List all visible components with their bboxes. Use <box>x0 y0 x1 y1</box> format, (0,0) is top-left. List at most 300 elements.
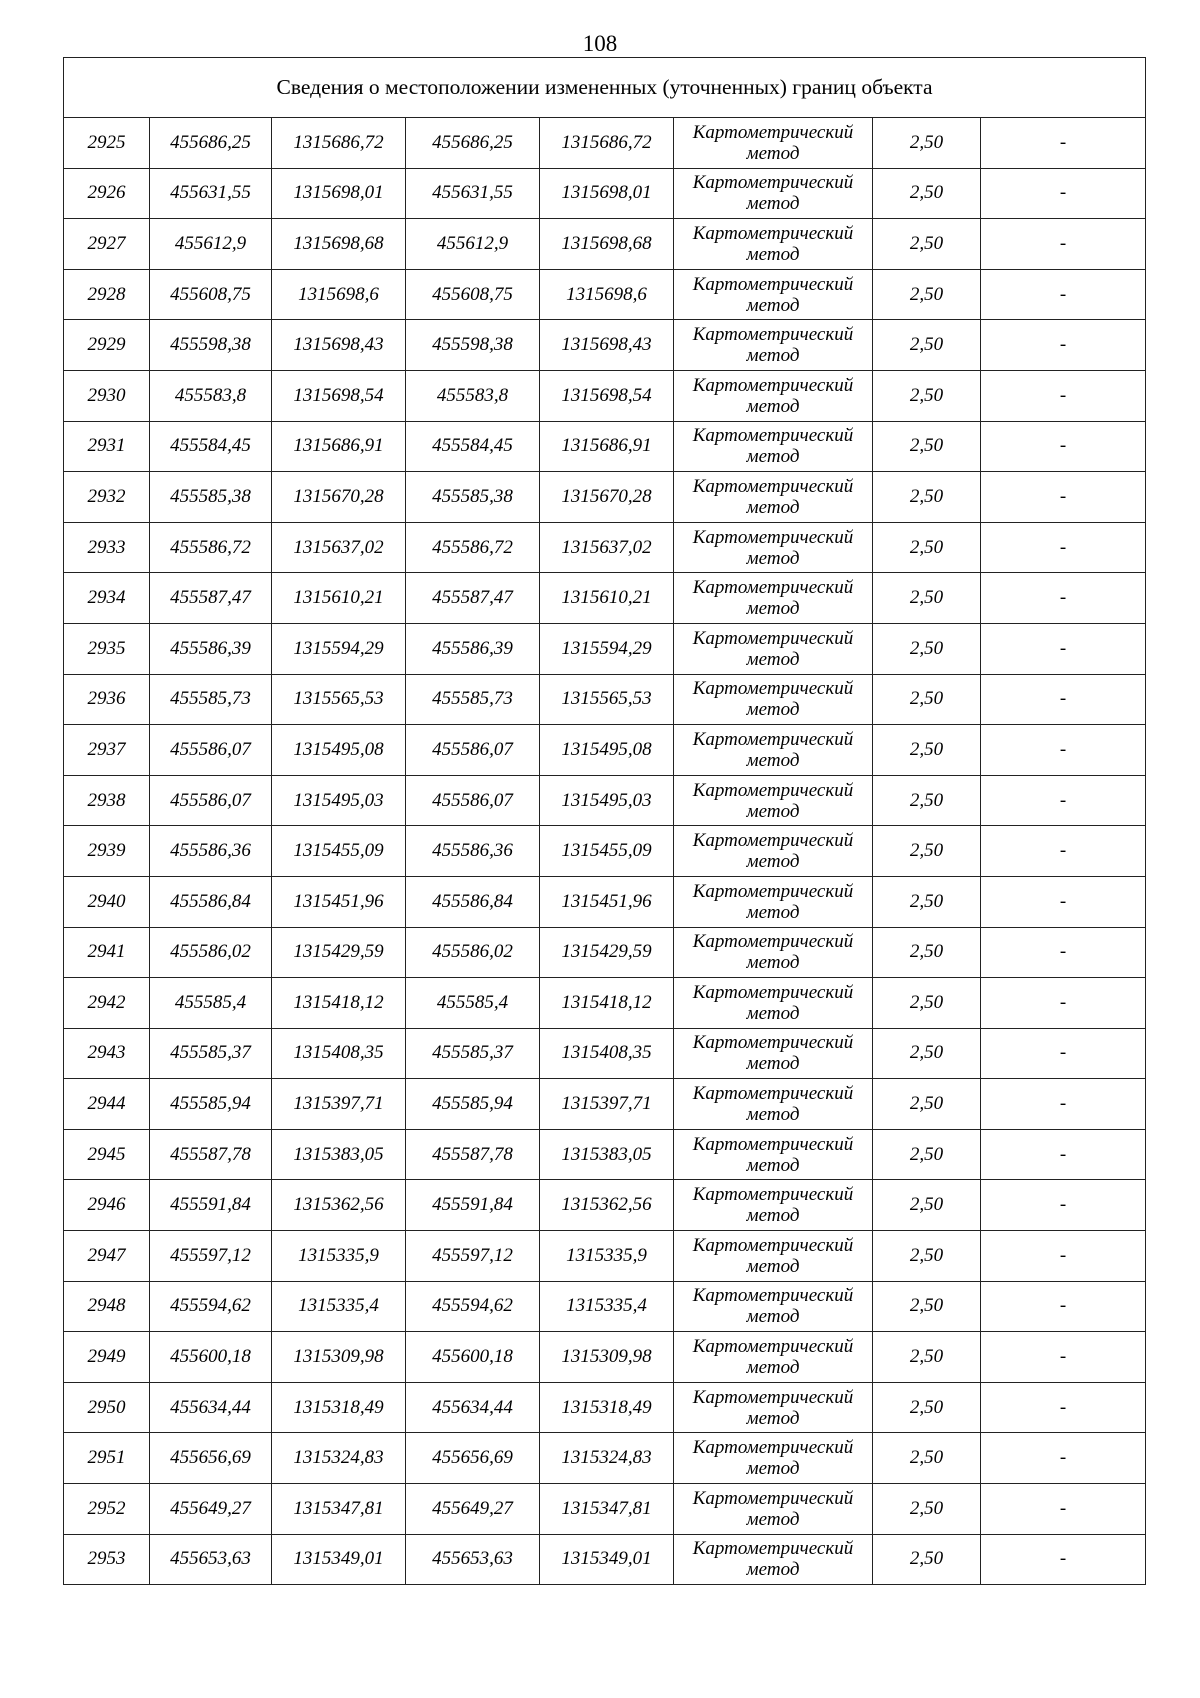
refined-y-cell: 1315309,98 <box>540 1332 674 1383</box>
table-body <box>64 58 1146 1585</box>
refined-x-cell: 455586,07 <box>406 775 540 826</box>
table-row <box>64 320 1146 371</box>
existing-x-cell: 455586,02 <box>150 927 272 978</box>
note-cell: - <box>981 1129 1146 1180</box>
method-cell <box>674 1129 873 1180</box>
method-cell <box>674 1231 873 1282</box>
accuracy-cell: 2,50 <box>873 674 981 725</box>
table-row <box>64 876 1146 927</box>
method-cell <box>674 775 873 826</box>
refined-x-cell: 455587,47 <box>406 573 540 624</box>
accuracy-cell: 2,50 <box>873 1129 981 1180</box>
refined-y-cell: 1315349,01 <box>540 1534 674 1585</box>
method-line-2: метод <box>746 1357 800 1379</box>
table-row <box>64 1231 1146 1282</box>
method-cell <box>674 1534 873 1585</box>
point-number-cell: 2938 <box>64 775 150 826</box>
method-line-1: Картометрический <box>692 1386 854 1408</box>
refined-y-cell: 1315495,08 <box>540 725 674 776</box>
method-line-2: метод <box>746 952 800 974</box>
refined-y-cell: 1315698,68 <box>540 219 674 270</box>
point-number-cell: 2946 <box>64 1180 150 1231</box>
note-cell: - <box>981 1231 1146 1282</box>
method-line-1: Картометрический <box>692 1032 854 1054</box>
accuracy-cell: 2,50 <box>873 522 981 573</box>
method-line-1: Картометрический <box>692 728 854 750</box>
refined-x-cell: 455585,73 <box>406 674 540 725</box>
accuracy-cell: 2,50 <box>873 775 981 826</box>
method-cell <box>674 118 873 169</box>
existing-x-cell: 455653,63 <box>150 1534 272 1585</box>
note-cell: - <box>981 674 1146 725</box>
refined-x-cell: 455584,45 <box>406 421 540 472</box>
table-row <box>64 1129 1146 1180</box>
point-number-cell: 2951 <box>64 1433 150 1484</box>
method-line-1: Картометрический <box>692 627 854 649</box>
method-line-1: Картометрический <box>692 880 854 902</box>
method-cell <box>674 1028 873 1079</box>
refined-y-cell: 1315565,53 <box>540 674 674 725</box>
existing-x-cell: 455594,62 <box>150 1281 272 1332</box>
point-number-cell: 2925 <box>64 118 150 169</box>
table-row <box>64 674 1146 725</box>
refined-x-cell: 455656,69 <box>406 1433 540 1484</box>
point-number-cell: 2935 <box>64 623 150 674</box>
note-cell: - <box>981 573 1146 624</box>
table-row <box>64 522 1146 573</box>
note-cell: - <box>981 1028 1146 1079</box>
refined-y-cell: 1315408,35 <box>540 1028 674 1079</box>
existing-y-cell: 1315594,29 <box>272 623 406 674</box>
accuracy-cell: 2,50 <box>873 725 981 776</box>
existing-x-cell: 455586,36 <box>150 826 272 877</box>
note-cell: - <box>981 775 1146 826</box>
accuracy-cell: 2,50 <box>873 1332 981 1383</box>
table-row <box>64 219 1146 270</box>
method-line-1: Картометрический <box>692 172 854 194</box>
existing-y-cell: 1315335,4 <box>272 1281 406 1332</box>
point-number-cell: 2931 <box>64 421 150 472</box>
note-cell: - <box>981 320 1146 371</box>
accuracy-cell: 2,50 <box>873 421 981 472</box>
point-number-cell: 2950 <box>64 1382 150 1433</box>
point-number-cell: 2932 <box>64 472 150 523</box>
refined-y-cell: 1315335,9 <box>540 1231 674 1282</box>
existing-y-cell: 1315686,72 <box>272 118 406 169</box>
boundary-coordinates-table-container <box>63 57 1145 1585</box>
accuracy-cell: 2,50 <box>873 876 981 927</box>
existing-y-cell: 1315698,43 <box>272 320 406 371</box>
refined-y-cell: 1315610,21 <box>540 573 674 624</box>
table-row <box>64 623 1146 674</box>
refined-x-cell: 455585,4 <box>406 978 540 1029</box>
existing-x-cell: 455608,75 <box>150 269 272 320</box>
existing-y-cell: 1315309,98 <box>272 1332 406 1383</box>
existing-y-cell: 1315686,91 <box>272 421 406 472</box>
existing-y-cell: 1315670,28 <box>272 472 406 523</box>
existing-x-cell: 455585,4 <box>150 978 272 1029</box>
note-cell: - <box>981 472 1146 523</box>
point-number-cell: 2936 <box>64 674 150 725</box>
existing-x-cell: 455586,39 <box>150 623 272 674</box>
point-number-cell: 2947 <box>64 1231 150 1282</box>
existing-x-cell: 455656,69 <box>150 1433 272 1484</box>
point-number-cell: 2953 <box>64 1534 150 1585</box>
method-line-2: метод <box>746 648 800 670</box>
method-cell <box>674 1180 873 1231</box>
accuracy-cell: 2,50 <box>873 826 981 877</box>
method-line-2: метод <box>746 598 800 620</box>
accuracy-cell: 2,50 <box>873 219 981 270</box>
note-cell: - <box>981 978 1146 1029</box>
method-line-2: метод <box>746 1508 800 1530</box>
table-title: Сведения о местоположении измененных (уточненных) границ объекта <box>64 58 1146 118</box>
method-line-2: метод <box>746 1205 800 1227</box>
table-row <box>64 1382 1146 1433</box>
existing-y-cell: 1315408,35 <box>272 1028 406 1079</box>
existing-x-cell: 455586,07 <box>150 775 272 826</box>
accuracy-cell: 2,50 <box>873 320 981 371</box>
existing-y-cell: 1315383,05 <box>272 1129 406 1180</box>
existing-x-cell: 455612,9 <box>150 219 272 270</box>
method-line-2: метод <box>746 243 800 265</box>
refined-x-cell: 455653,63 <box>406 1534 540 1585</box>
existing-x-cell: 455598,38 <box>150 320 272 371</box>
method-line-2: метод <box>746 547 800 569</box>
note-cell: - <box>981 421 1146 472</box>
existing-y-cell: 1315495,08 <box>272 725 406 776</box>
refined-x-cell: 455631,55 <box>406 168 540 219</box>
existing-y-cell: 1315324,83 <box>272 1433 406 1484</box>
table-row <box>64 118 1146 169</box>
existing-x-cell: 455585,94 <box>150 1079 272 1130</box>
refined-x-cell: 455594,62 <box>406 1281 540 1332</box>
note-cell: - <box>981 725 1146 776</box>
table-row <box>64 370 1146 421</box>
method-cell <box>674 168 873 219</box>
table-row <box>64 1484 1146 1535</box>
method-line-2: метод <box>746 901 800 923</box>
table-row <box>64 168 1146 219</box>
note-cell: - <box>981 1079 1146 1130</box>
table-row <box>64 978 1146 1029</box>
existing-x-cell: 455634,44 <box>150 1382 272 1433</box>
method-cell <box>674 1332 873 1383</box>
refined-y-cell: 1315686,91 <box>540 421 674 472</box>
point-number-cell: 2929 <box>64 320 150 371</box>
method-line-1: Картометрический <box>692 1487 854 1509</box>
point-number-cell: 2927 <box>64 219 150 270</box>
method-line-2: метод <box>746 1559 800 1581</box>
existing-y-cell: 1315318,49 <box>272 1382 406 1433</box>
accuracy-cell: 2,50 <box>873 1231 981 1282</box>
refined-x-cell: 455585,37 <box>406 1028 540 1079</box>
method-line-1: Картометрический <box>692 273 854 295</box>
refined-y-cell: 1315347,81 <box>540 1484 674 1535</box>
refined-y-cell: 1315495,03 <box>540 775 674 826</box>
method-line-1: Картометрический <box>692 981 854 1003</box>
method-line-2: метод <box>746 851 800 873</box>
method-line-2: метод <box>746 395 800 417</box>
table-row <box>64 1433 1146 1484</box>
accuracy-cell: 2,50 <box>873 168 981 219</box>
refined-y-cell: 1315698,6 <box>540 269 674 320</box>
table-row <box>64 775 1146 826</box>
note-cell: - <box>981 1382 1146 1433</box>
existing-y-cell: 1315698,6 <box>272 269 406 320</box>
table-row <box>64 269 1146 320</box>
existing-y-cell: 1315565,53 <box>272 674 406 725</box>
table-row <box>64 927 1146 978</box>
method-line-2: метод <box>746 1104 800 1126</box>
method-line-2: метод <box>746 1407 800 1429</box>
refined-x-cell: 455608,75 <box>406 269 540 320</box>
table-row <box>64 1534 1146 1585</box>
method-line-1: Картометрический <box>692 1234 854 1256</box>
method-line-2: метод <box>746 496 800 518</box>
existing-y-cell: 1315349,01 <box>272 1534 406 1585</box>
accuracy-cell: 2,50 <box>873 1534 981 1585</box>
method-cell <box>674 978 873 1029</box>
method-line-2: метод <box>746 446 800 468</box>
accuracy-cell: 2,50 <box>873 978 981 1029</box>
method-line-1: Картометрический <box>692 1083 854 1105</box>
table-row <box>64 472 1146 523</box>
accuracy-cell: 2,50 <box>873 1382 981 1433</box>
point-number-cell: 2928 <box>64 269 150 320</box>
method-line-1: Картометрический <box>692 1437 854 1459</box>
method-line-1: Картометрический <box>692 1285 854 1307</box>
refined-x-cell: 455634,44 <box>406 1382 540 1433</box>
refined-y-cell: 1315455,09 <box>540 826 674 877</box>
note-cell: - <box>981 826 1146 877</box>
refined-y-cell: 1315698,54 <box>540 370 674 421</box>
accuracy-cell: 2,50 <box>873 623 981 674</box>
method-line-1: Картометрический <box>692 121 854 143</box>
refined-x-cell: 455586,72 <box>406 522 540 573</box>
existing-y-cell: 1315397,71 <box>272 1079 406 1130</box>
table-row <box>64 725 1146 776</box>
existing-x-cell: 455583,8 <box>150 370 272 421</box>
method-line-1: Картометрический <box>692 1336 854 1358</box>
accuracy-cell: 2,50 <box>873 927 981 978</box>
refined-x-cell: 455586,07 <box>406 725 540 776</box>
method-cell <box>674 1281 873 1332</box>
accuracy-cell: 2,50 <box>873 1433 981 1484</box>
method-line-1: Картометрический <box>692 475 854 497</box>
note-cell: - <box>981 623 1146 674</box>
existing-x-cell: 455686,25 <box>150 118 272 169</box>
method-line-2: метод <box>746 1306 800 1328</box>
refined-x-cell: 455600,18 <box>406 1332 540 1383</box>
method-line-2: метод <box>746 800 800 822</box>
method-line-2: метод <box>746 1053 800 1075</box>
existing-y-cell: 1315698,01 <box>272 168 406 219</box>
note-cell: - <box>981 1180 1146 1231</box>
existing-y-cell: 1315429,59 <box>272 927 406 978</box>
table-row <box>64 1180 1146 1231</box>
method-line-1: Картометрический <box>692 830 854 852</box>
point-number-cell: 2942 <box>64 978 150 1029</box>
existing-x-cell: 455586,72 <box>150 522 272 573</box>
refined-y-cell: 1315670,28 <box>540 472 674 523</box>
existing-x-cell: 455649,27 <box>150 1484 272 1535</box>
existing-y-cell: 1315335,9 <box>272 1231 406 1282</box>
refined-x-cell: 455586,84 <box>406 876 540 927</box>
note-cell: - <box>981 269 1146 320</box>
point-number-cell: 2940 <box>64 876 150 927</box>
refined-y-cell: 1315362,56 <box>540 1180 674 1231</box>
method-cell <box>674 876 873 927</box>
table-row <box>64 1028 1146 1079</box>
method-cell <box>674 674 873 725</box>
table-row <box>64 1332 1146 1383</box>
note-cell: - <box>981 1484 1146 1535</box>
note-cell: - <box>981 1332 1146 1383</box>
point-number-cell: 2937 <box>64 725 150 776</box>
accuracy-cell: 2,50 <box>873 269 981 320</box>
refined-x-cell: 455587,78 <box>406 1129 540 1180</box>
existing-y-cell: 1315698,54 <box>272 370 406 421</box>
note-cell: - <box>981 168 1146 219</box>
method-line-2: метод <box>746 699 800 721</box>
existing-x-cell: 455585,38 <box>150 472 272 523</box>
accuracy-cell: 2,50 <box>873 1028 981 1079</box>
refined-y-cell: 1315698,01 <box>540 168 674 219</box>
point-number-cell: 2934 <box>64 573 150 624</box>
method-cell <box>674 472 873 523</box>
method-cell <box>674 269 873 320</box>
refined-y-cell: 1315429,59 <box>540 927 674 978</box>
refined-y-cell: 1315637,02 <box>540 522 674 573</box>
refined-y-cell: 1315594,29 <box>540 623 674 674</box>
table-row <box>64 421 1146 472</box>
existing-x-cell: 455587,47 <box>150 573 272 624</box>
method-cell <box>674 826 873 877</box>
accuracy-cell: 2,50 <box>873 573 981 624</box>
table-row <box>64 573 1146 624</box>
note-cell: - <box>981 1534 1146 1585</box>
note-cell: - <box>981 1281 1146 1332</box>
note-cell: - <box>981 927 1146 978</box>
method-line-1: Картометрический <box>692 1184 854 1206</box>
method-cell <box>674 623 873 674</box>
table-row <box>64 1281 1146 1332</box>
refined-x-cell: 455649,27 <box>406 1484 540 1535</box>
existing-y-cell: 1315455,09 <box>272 826 406 877</box>
boundary-coordinates-table <box>63 57 1146 1585</box>
existing-y-cell: 1315698,68 <box>272 219 406 270</box>
refined-y-cell: 1315318,49 <box>540 1382 674 1433</box>
method-cell <box>674 1382 873 1433</box>
point-number-cell: 2949 <box>64 1332 150 1383</box>
note-cell: - <box>981 876 1146 927</box>
method-line-1: Картометрический <box>692 779 854 801</box>
method-cell <box>674 573 873 624</box>
method-line-2: метод <box>746 749 800 771</box>
refined-y-cell: 1315451,96 <box>540 876 674 927</box>
method-cell <box>674 219 873 270</box>
refined-x-cell: 455598,38 <box>406 320 540 371</box>
existing-y-cell: 1315451,96 <box>272 876 406 927</box>
existing-x-cell: 455586,84 <box>150 876 272 927</box>
method-line-1: Картометрический <box>692 425 854 447</box>
refined-y-cell: 1315335,4 <box>540 1281 674 1332</box>
refined-y-cell: 1315418,12 <box>540 978 674 1029</box>
existing-x-cell: 455584,45 <box>150 421 272 472</box>
refined-x-cell: 455586,02 <box>406 927 540 978</box>
refined-x-cell: 455583,8 <box>406 370 540 421</box>
accuracy-cell: 2,50 <box>873 370 981 421</box>
refined-y-cell: 1315686,72 <box>540 118 674 169</box>
existing-x-cell: 455587,78 <box>150 1129 272 1180</box>
note-cell: - <box>981 370 1146 421</box>
point-number-cell: 2952 <box>64 1484 150 1535</box>
point-number-cell: 2941 <box>64 927 150 978</box>
refined-y-cell: 1315698,43 <box>540 320 674 371</box>
method-line-1: Картометрический <box>692 526 854 548</box>
existing-x-cell: 455591,84 <box>150 1180 272 1231</box>
accuracy-cell: 2,50 <box>873 1079 981 1130</box>
table-row <box>64 826 1146 877</box>
refined-x-cell: 455585,38 <box>406 472 540 523</box>
method-line-2: метод <box>746 294 800 316</box>
method-cell <box>674 1484 873 1535</box>
method-cell <box>674 1433 873 1484</box>
existing-y-cell: 1315418,12 <box>272 978 406 1029</box>
method-line-2: метод <box>746 345 800 367</box>
accuracy-cell: 2,50 <box>873 118 981 169</box>
method-cell <box>674 725 873 776</box>
page-number: 108 <box>582 31 618 56</box>
method-cell <box>674 522 873 573</box>
note-cell: - <box>981 118 1146 169</box>
method-line-2: метод <box>746 1002 800 1024</box>
existing-y-cell: 1315495,03 <box>272 775 406 826</box>
accuracy-cell: 2,50 <box>873 1180 981 1231</box>
accuracy-cell: 2,50 <box>873 1484 981 1535</box>
existing-x-cell: 455586,07 <box>150 725 272 776</box>
method-line-2: метод <box>746 1154 800 1176</box>
refined-y-cell: 1315397,71 <box>540 1079 674 1130</box>
refined-x-cell: 455585,94 <box>406 1079 540 1130</box>
note-cell: - <box>981 1433 1146 1484</box>
point-number-cell: 2926 <box>64 168 150 219</box>
existing-x-cell: 455600,18 <box>150 1332 272 1383</box>
table-title-row <box>64 58 1146 118</box>
method-line-1: Картометрический <box>692 678 854 700</box>
method-line-1: Картометрический <box>692 931 854 953</box>
method-line-1: Картометрический <box>692 1538 854 1560</box>
method-cell <box>674 370 873 421</box>
method-cell <box>674 320 873 371</box>
existing-x-cell: 455585,73 <box>150 674 272 725</box>
refined-y-cell: 1315383,05 <box>540 1129 674 1180</box>
refined-x-cell: 455586,39 <box>406 623 540 674</box>
point-number-cell: 2948 <box>64 1281 150 1332</box>
existing-x-cell: 455597,12 <box>150 1231 272 1282</box>
method-line-1: Картометрический <box>692 222 854 244</box>
refined-x-cell: 455597,12 <box>406 1231 540 1282</box>
accuracy-cell: 2,50 <box>873 1281 981 1332</box>
method-line-2: метод <box>746 142 800 164</box>
existing-y-cell: 1315347,81 <box>272 1484 406 1535</box>
note-cell: - <box>981 522 1146 573</box>
method-line-2: метод <box>746 1458 800 1480</box>
point-number-cell: 2943 <box>64 1028 150 1079</box>
method-cell <box>674 1079 873 1130</box>
existing-y-cell: 1315362,56 <box>272 1180 406 1231</box>
